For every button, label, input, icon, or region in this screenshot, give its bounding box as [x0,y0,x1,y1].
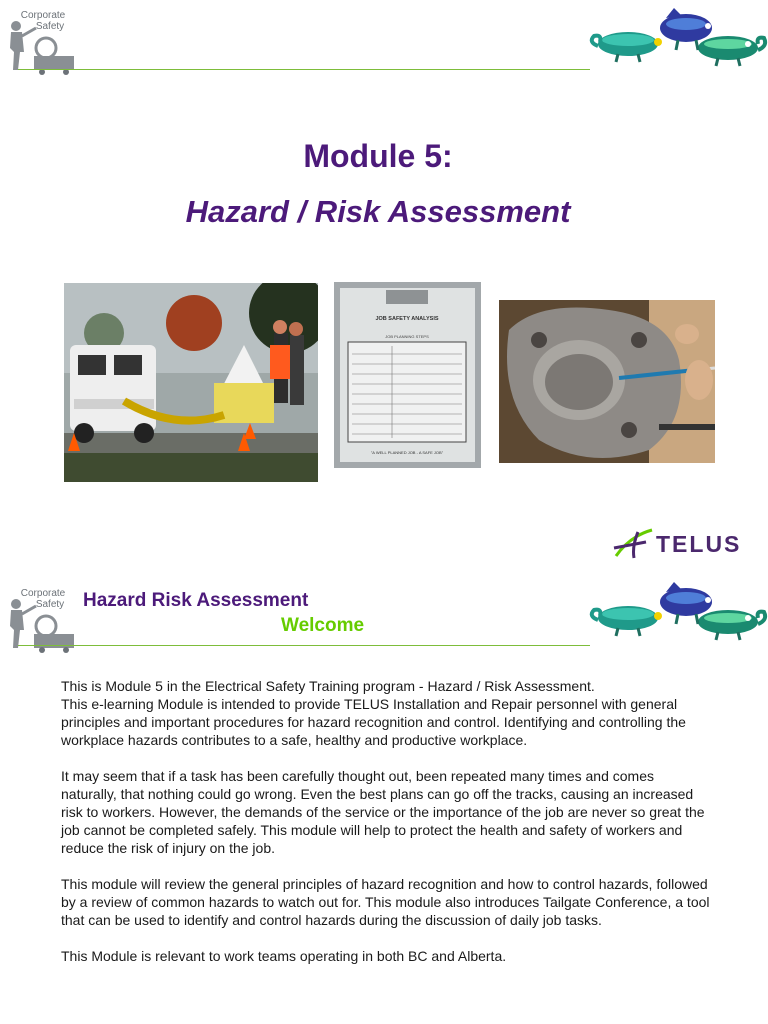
welcome-body [61,677,711,983]
paragraph-intro [61,677,711,749]
chameleon-mascots-image-2 [588,576,768,646]
logo-line2: Safety [35,21,65,32]
intro-line: This is Module 5 in the Electrical Safety Training program - Hazard / Risk Assessment. [61,678,595,694]
header-divider [18,69,590,70]
worker-pole-icon [6,18,76,76]
paragraph-risk: It may seem that if a task has been carefully thought out, been repeated many times and comes naturally, that nothing could go wrong. Even the best plans can go off the tracks, causing an increased risk to workers. However, the demands of the service or the importance of the job are never so great the job cannot be completed safely. This module will help to protect the health and safety of workers and reduce the risk of injury on the job. [61,768,705,856]
module-subtitle: Hazard / Risk Assessment [185,194,571,229]
section-title: Hazard Risk Assessment [83,590,309,611]
van-tent-photo [64,283,318,482]
logo-line1: Corporate [20,588,66,599]
corporate-safety-logo [6,10,74,72]
intro-description: This e-learning Module is intended to provide TELUS Installation and Repair personnel with general principles and important procedures for hazard recognition and control. Identifying and controlling the workplace hazards contributes to a safe, healthy and productive workplace. [61,696,686,748]
section-subtitle: Welcome [281,615,365,636]
corporate-safety-logo-2 [6,588,74,650]
paragraph-overview: This module will review the general principles of hazard recognition and how to control hazards, followed by a review of common hazards to watch out for. This module also introduces Tailgate Conference, a tool that can be used to identify and control hazards during the discussion of daily job tasks. [61,876,710,928]
module-title: Module 5: [303,138,453,174]
logo-line2: Safety [35,599,65,610]
job-safety-analysis-board-photo [334,282,481,468]
board-footer: "A WELL PLANNED JOB - A SAFE JOB" [370,450,444,455]
board-title: JOB SAFETY ANALYSIS [375,316,439,322]
telus-logo [612,528,752,562]
telus-mark-icon [612,528,656,562]
board-subtitle: JOB PLANNING STEPS [385,334,429,339]
telus-wordmark: TELUS [656,531,742,557]
chameleon-mascots-image [588,2,768,72]
section-divider [18,645,590,646]
logo-line1: Corporate [20,10,66,21]
metal-casting-photo [499,300,715,463]
paragraph-scope: This Module is relevant to work teams operating in both BC and Alberta. [61,948,507,964]
